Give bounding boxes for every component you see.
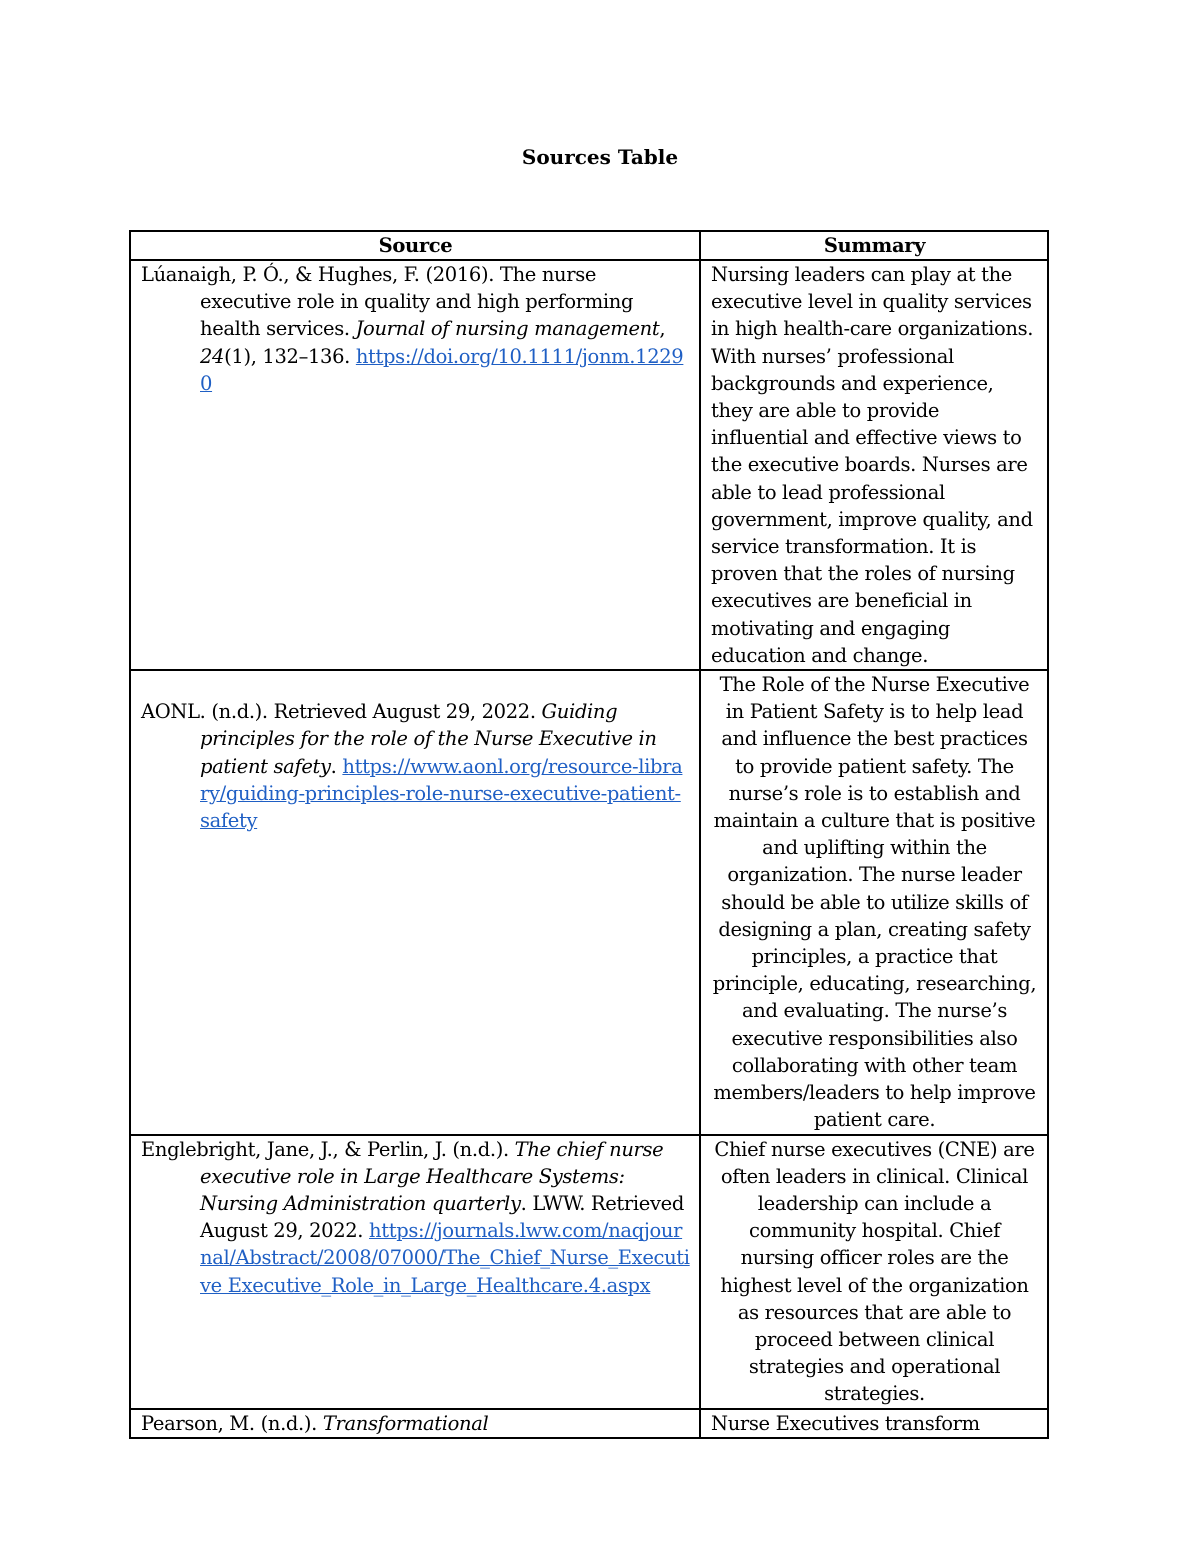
citation (141, 1410, 690, 1437)
aonl-link[interactable]: https://www.aonl.org/resource-library/guiding-principles-role-nurse-executive-patient-safety (200, 754, 683, 833)
table-row (130, 260, 1048, 670)
citation (141, 1136, 690, 1299)
summary-text: Nurse Executives transform (711, 1411, 980, 1435)
column-header-source: Source (130, 231, 700, 260)
citation (141, 698, 690, 834)
citation-title: Guiding principles for the role of the Nurse Executive in patient safety (200, 700, 657, 778)
summary-text: Chief nurse executives (CNE) are often leaders in clinical. Clinical leadership can include a community hospital. Chief nursing officer roles are the highest level of the organization as resources that are able to proceed between clinical strategies and operational strategies. (714, 1137, 1035, 1406)
citation-pages: (1), 132–136. (224, 344, 356, 368)
summary-text: Nursing leaders can play at the executive level in quality services in high health-care organizations. With nurses’ professional backgrounds and experience, they are able to provide influential and effective views to the executive boards. Nurses are able to lead professional government, improve quality, and service transformation. It is proven that the roles of nursing executives are beneficial in motivating and engaging education and change. (711, 263, 1034, 667)
table-header-row (130, 231, 1048, 260)
citation-retrieved: . LWW. Retrieved August 29, 2022. (200, 1191, 684, 1243)
citation-text: Lúanaigh, P. Ó., & Hughes, F. (2016). The nurse executive role in quality and high performing health services. (141, 263, 634, 341)
summary-cell (700, 1409, 1048, 1438)
source-cell (130, 260, 700, 670)
citation-text: AONL. (n.d.). Retrieved August 29, 2022. (141, 700, 542, 724)
summary-text: The Role of the Nurse Executive in Patient Safety is to help lead and influence the best practices to provide patient safety. The nurse’s role is to establish and maintain a culture that is positive and uplifting within the organization. The nurse leader should be able to utilize skills of designing a plan, creating safety principles, a practice that principle, educating, researching, and evaluating. The nurse’s executive responsibilities also collaborating with other team members/leaders to help improve patient care. (712, 673, 1037, 1132)
citation-text: Englebright, Jane, J., & Perlin, J. (n.d.). (141, 1137, 515, 1161)
citation-title: The chief nurse executive role in Large Healthcare Systems: Nursing Administration quarterly (200, 1137, 664, 1215)
summary-cell (700, 260, 1048, 670)
source-cell (130, 1135, 700, 1409)
column-header-summary: Summary (700, 231, 1048, 260)
citation-volume: 24 (200, 344, 225, 368)
citation-title: Transformational (322, 1411, 489, 1435)
citation-separator: . (330, 754, 343, 778)
doi-link[interactable]: https://doi.org/10.1111/jonm.12290 (200, 344, 684, 395)
citation-separator: , (659, 317, 666, 341)
source-cell (130, 670, 700, 1134)
citation (141, 261, 690, 397)
summary-cell (700, 670, 1048, 1134)
table-row (130, 1409, 1048, 1438)
summary-cell (700, 1135, 1048, 1409)
table-row (130, 1135, 1048, 1409)
lww-link[interactable]: https://journals.lww.com/naqjournal/Abstract/2008/07000/The_Chief_Nurse_Executive Executive_Role_in_Large_Healthcare.4.aspx (200, 1219, 690, 1297)
table-row (130, 670, 1048, 1134)
sources-table (129, 230, 1049, 1439)
source-cell (130, 1409, 700, 1438)
citation-text: Pearson, M. (n.d.). (141, 1411, 323, 1435)
page-title: Sources Table (521, 145, 679, 169)
blank-line (141, 671, 690, 698)
citation-journal: Journal of nursing management (355, 317, 660, 341)
